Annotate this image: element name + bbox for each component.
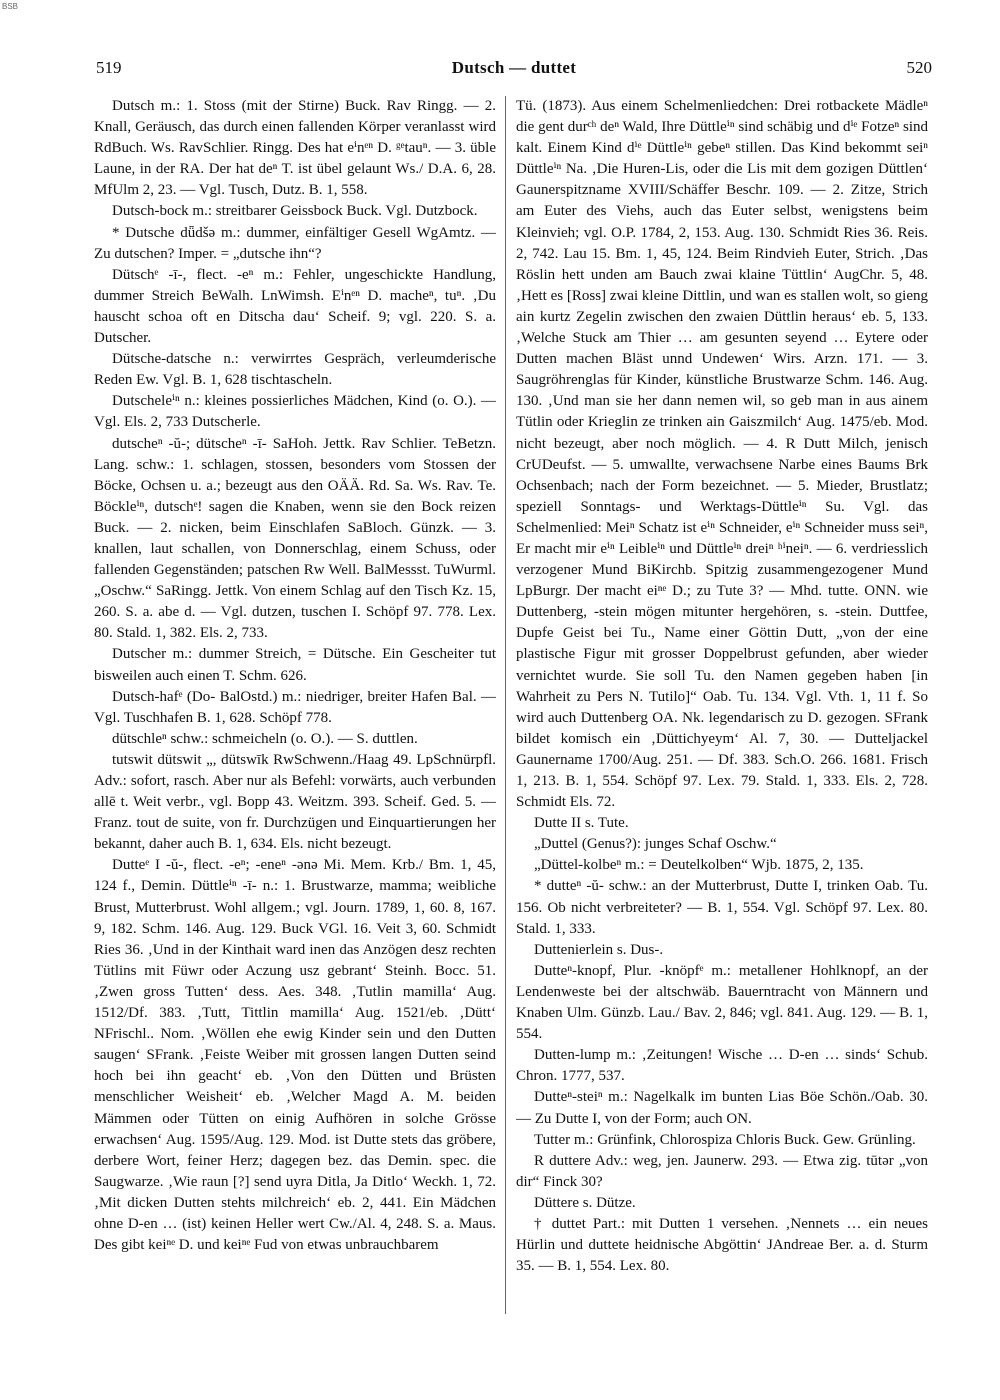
right-column-entry: * dutteⁿ -ŭ- schw.: an der Mutterbrust, Dutte I, trinken Oab. Tu. 156. Ob nicht verbreiteter? — B. 1, 554. Vgl. Schöpf 97. Lex. 80. Stald. 1, 333.	[516, 878, 928, 937]
left-column-entry: Dutscheleⁱⁿ n.: kleines possierliches Mädchen, Kind (o. O.). — Vgl. Els. 2, 733 Dutscherle.	[94, 393, 496, 431]
page-number-right: 520	[906, 58, 932, 77]
running-head	[96, 58, 932, 82]
right-column	[516, 96, 928, 1318]
library-stamp: BSB	[2, 2, 19, 11]
left-column-entry: dütschleⁿ schw.: schmeicheln (o. O.). — S. duttlen.	[112, 730, 418, 747]
right-column-entry: Duttenierlein s. Dus-.	[534, 941, 664, 958]
column-divider	[505, 96, 506, 1314]
left-column-entry: Dütsche-datsche n.: verwirrtes Gespräch, verleumderische Reden Ew. Vgl. B. 1, 628 tischtascheln.	[94, 351, 496, 389]
right-column-entry: Dutte II s. Tute.	[534, 815, 629, 832]
dictionary-page	[94, 96, 934, 1318]
right-column-entry: Dutten-lump m.: ‚Zeitungen! Wische … D-en … sinds‘ Schub. Chron. 1777, 537.	[516, 1047, 928, 1085]
left-column-entry: dutscheⁿ -ŭ-; dütscheⁿ -ī- SaHoh. Jettk. Rav Schlier. TeBetzn. Lang. schw.: 1. schlagen, stossen, besonders vom Stossen der Böcke, Ochsen u. a.; bezeugt aus den OÄÄ. Rd. Sa. Ws. Rav. Te. Böckleⁱⁿ, dutschᵉ! sagen die Knaben, wenn sie den Bock reizen Buck. — 2. nicken, beim Einschlafen SaBloch. Günzk. — 3. knallen, laut schallen, von Donnerschlag, einem Schuss, oder fallenden Gegenständen; patschen Rw Well. BalMessst. TuWurml. „Oschw.“ SaRingg. Jettk. Von einem Schlag auf den Tisch Kz. 15, 260. S. a. abe d. — Vgl. dutzen, tuschen I. Schöpf 97. 778. Lex. 80. Stald. 1, 382. Els. 2, 733.	[94, 435, 496, 642]
left-column-entry: Dütschᵉ -ī-, flect. -eⁿ m.: Fehler, ungeschickte Handlung, dummer Streich BeWalh. LnWimsh. Eⁱnᵉⁿ D. macheⁿ, tuⁿ. ‚Du hauscht schoa oft en Ditscha dau‘ Scheif. 9; vgl. 220. S. a. Dutscher.	[94, 266, 496, 347]
right-column-entry: R duttere Adv.: weg, jen. Jaunerw. 293. — Etwa zig. tūtər „von dir“ Finck 30?	[516, 1152, 928, 1190]
left-column-entry: tutswit dütswit „, dütswīk RwSchwenn./Haag 49. LpSchnürpfl. Adv.: sofort, rasch. Aber nur als Befehl: vorwärts, auch verbunden allē t. Weit verbr., vgl. Bopp 43. Weitzm. 393. Scheif. Ged. 5. — Franz. tout de suite, von fr. Durchzügen und Einquartierungen her bekannt, daher auch B. 1, 634. Els. nicht bezeugt.	[94, 751, 496, 853]
page-title: Dutsch — duttet	[451, 58, 577, 77]
left-column-entry: Dutsch-bock m.: streitbarer Geissbock Buck. Vgl. Dutzbock.	[112, 203, 478, 220]
right-column-entry: † duttet Part.: mit Dutten 1 versehen. ‚Nennets … ein neues Hürlin und duttete heidnische Abgöttin‘ JAndreae Ber. a. d. Sturm 35. — B. 1, 554. Lex. 80.	[516, 1215, 928, 1275]
right-column-entry: Tutter m.: Grünfink, Chlorospiza Chloris Buck. Gew. Grünling.	[534, 1131, 916, 1148]
right-column-entry: Tü. (1873). Aus einem Schelmenliedchen: Drei rotbackete Mädleⁿ die gent durᶜʰ deⁿ Wald, Ihre Düttleⁱⁿ sind schäbig und dⁱᵉ Fotzeⁿ sind kalt. Einem Kind dⁱᵉ Düttleⁱⁿ gebeⁿ stillen. Das Kind bekommt seiⁿ Düttleⁱⁿ Na. ‚Die Huren-Lis, oder die Lis mit dem gozigen Düttlen‘ Gaunerspitzname XVIII/Schäffer Beschr. 109. — 2. Zitze, Strich am Euter des Viehs, auch das Euter selbst, wenigstens beim Kleinvieh; vgl. O.P. 1784, 2, 153. Aug. 130. Schmidt Ries 36. Reis. 2, 742. Lau 15. Bm. 1, 45, 124. Beim Rindvieh Euter, Strich. ‚Das Röslin hett unden am Bauch zwai klaine Tüttlin‘ AugChr. 5, 48. ‚Hett es [Ross] zwai kleine Dittlin, und wan es stallen wolt, so gieng ain kurtz Zegelin zwischen den zwaien Düttlin heraus‘ eb. 5, 133. ‚Welche Stuck am Thier … am gesunten seyend … Eytere oder Dutten machen Bläst unnd Undewen‘ Wirs. Arzn. 171. — 3. Saugröhrenglas für Kinder, künstliche Brustwarze Schm. 146. Aug. 130. ‚Und man sie her dann nemen wil, so geb man in aus ainem Tütlin oder Krieglin ze trinken ain Gaiszmilch‘ Aug. 1475/eb. Mod. nicht bezeugt, aber noch möglich. — 4. R Dutt Milch, jenisch CrUDeufst. — 5. umwallte, verwachsene Narbe eines Baums Brk Ochsenbach; nach der Form bezeichnet. — 5. Mieder, Brustlatz; speziell Sonntags- und Werktags-Düttleⁱⁿ Su. Vgl. das Schelmenlied: Meiⁿ Schatz ist eⁱⁿ Schneider, eⁱⁿ Schneider muss seiⁿ, Er macht mir eⁱⁿ Leibleⁱⁿ und Düttleⁱⁿ dreiⁿ ʰⁱneiⁿ. — 6. verdriesslich verzogener Mund BiKirchb. Spitzig zusammengezogener Mund LpBurgr. Der macht eiⁿᵉ D.; zu Tute 3? — Mhd. tutte. ONN. wie Duttenberg, -stein mögen mitunter hergehören, s. -stein. Duttfee, Dupfe Geist bei Tu., Name einer Göttin Dutt, „von der eine plastische Figur mit grosser Doppelbrust gefunden, aber wieder vernichtet wurde. Sie soll Tu. den Namen gegeben haben [in Wahrheit zu Pers N. Tutilo]“ Oab. Tu. 134. Vgl. Vth. 1, 11 f. So wird auch Duttenberg OA. Nk. legendarisch zu D. gezogen. SFrank bildet komisch ein ‚Düttichyeym‘ Al. 7, 30. — Dutteljackel Gaunername 1700/Aug. 251. — Df. 383. Sch.O. 266. 1681. Frisch 1, 213. B. 1, 554. Schöpf 97. Lex. 79. Stald. 1, 333. Els. 2, 728. Schmidt Els. 72.	[516, 98, 928, 811]
left-column-entry: Dutsch m.: 1. Stoss (mit der Stirne) Buck. Rav Ringg. — 2. Knall, Geräusch, das durch einen fallenden Körper veranlasst wird RdBuch. Ws. RavSchlier. Ringg. Des hat eⁱnᵉⁿ D. ᵍᵉtauⁿ. — 3. üble Laune, in der RA. Der hat deⁿ T. ist übel gelaunt Ws./ D.A. 6, 28. MfUlm 2, 23. — Vgl. Tusch, Dutz. B. 1, 558.	[94, 98, 496, 199]
left-column-entry: Dutteᵉ I -ŭ-, flect. -eⁿ; -eneⁿ -ənə Mi. Mem. Krb./ Bm. 1, 45, 124 f., Demin. Düttleⁱⁿ -ī- n.: 1. Brustwarze, mamma; weibliche Brust, Mutterbrust. Wohl allgem.; vgl. Journ. 1789, 1, 60. 8, 167. 9, 182. Schm. 146. Aug. 129. Buck VGl. 16. Veit 3, 60. Schmidt Ries 36. ‚Und in der Kinthait ward inen das Anzögen desz rechten Tütlins mit Füwr oder Aczung usz gebrant‘ Steinh. Bocc. 51. ‚Zwen gross Tutten‘ dess. Aes. 348. ‚Tutlin mamilla‘ Aug. 1512/Df. 383. ‚Tutt, Tittlin mamilla‘ Aug. 1521/eb. ‚Dütt‘ NFrischl.. Nom. ‚Wöllen ehe ewig Kinder sein und den Dutten saugen‘ SFrank. ‚Feiste Weiber mit grossen langen Dutten seind hoch bei ihn geacht‘ eb. ‚Von den Dütten und Brüsten menschlicher Weisheit‘ eb. ‚Welcher Magd A. M. beiden Mämmen oder Tütten on einig Aufhören in solche Grösse erwachsen‘ Aug. 1595/Aug. 129. Mod. ist Dutte stets das gröbere, derbere Wort, feiner Herz; dagegen bez. das Demin. spec. die Saugwarze. ‚Wie raun [?] send uyra Ditla, Ja Ditlo‘ Weckh. 1, 72. ‚Mit dicken Dutten stehts milchreich‘ eb. 2, 441. Ein Mädchen ohne D-en … (ist) keinen Heller wert Cw./Al. 4, 248. S. a. Maus. Des gibt keiⁿᵉ D. und keiⁿᵉ Fud von etwas unbrauchbarem	[94, 857, 496, 1254]
right-column-entry: „Düttel-kolbeⁿ m.: = Deutelkolben“ Wjb. 1875, 2, 135.	[534, 857, 864, 874]
left-column-entry: Dutsch-hafᵉ (Do- BalOstd.) m.: niedriger, breiter Hafen Bal. — Vgl. Tuschhafen B. 1, 628. Schöpf 778.	[94, 688, 496, 726]
right-column-entry: Dutteⁿ-steiⁿ m.: Nagelkalk im bunten Lias Böe Schön./Oab. 30. — Zu Dutte I, von der Form; auch ON.	[516, 1089, 928, 1127]
left-column-entry: * Dutsche dǖdšə m.: dummer, einfältiger Gesell WgAmtz. — Zu dutschen? Imper. = „dutsche ihn“?	[94, 224, 496, 262]
right-column-entry: Düttere s. Dütze.	[534, 1194, 636, 1211]
left-column	[94, 96, 496, 1318]
right-column-entry: Dutteⁿ-knopf, Plur. -knöpfᵉ m.: metallener Hohlknopf, an der Lendenweste bei der altschwäb. Bauerntracht von Männern und Knaben Ulm. Günzb. Lau./ Bav. 2, 846; vgl. 841. Aug. 129. — B. 1, 554.	[516, 962, 928, 1043]
left-column-entry: Dutscher m.: dummer Streich, = Dütsche. Ein Gescheiter tut bisweilen auch einen T. Schm. 626.	[94, 646, 496, 684]
right-column-entry: „Duttel (Genus?): junges Schaf Oschw.“	[534, 836, 777, 853]
page-number-left: 519	[96, 58, 122, 77]
